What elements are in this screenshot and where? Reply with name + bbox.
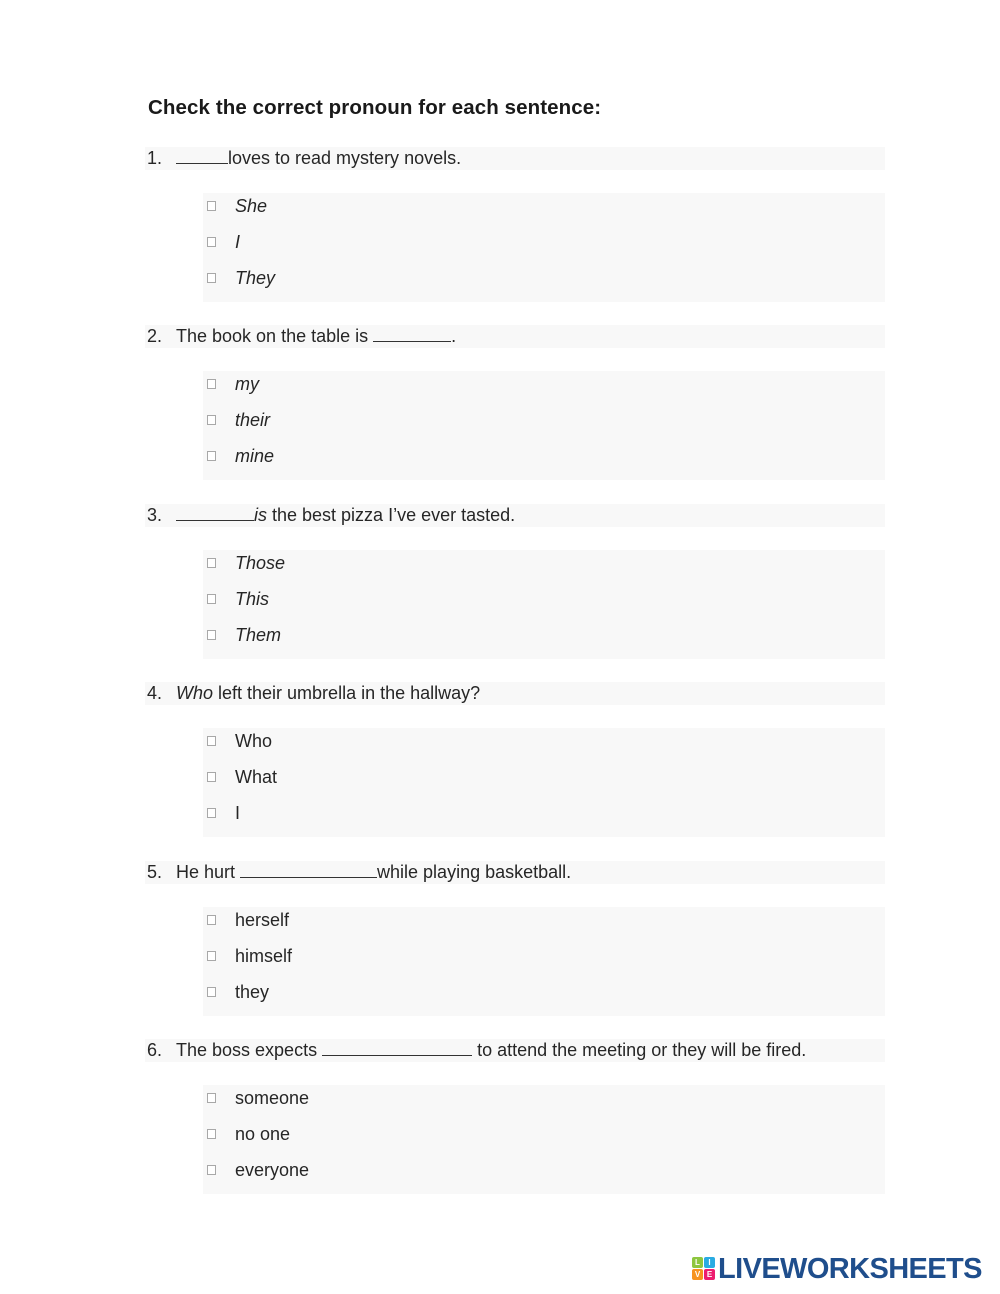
option-label: I (235, 232, 241, 252)
liveworksheets-logo (692, 1254, 992, 1284)
answer-blank (176, 505, 254, 521)
option[interactable] (203, 444, 885, 468)
checkbox[interactable] (207, 987, 216, 997)
question-3 (145, 504, 885, 527)
option-label: himself (235, 946, 293, 966)
question-number: 2. (147, 326, 163, 346)
checkbox[interactable] (207, 1129, 216, 1139)
checkbox[interactable] (207, 1093, 216, 1103)
liveworksheets-logo-icon: L I V E (692, 1257, 716, 1281)
option[interactable] (203, 908, 885, 932)
options-group-5 (203, 907, 885, 1016)
question-4 (145, 682, 885, 705)
option-label: Them (235, 625, 282, 645)
option[interactable] (203, 729, 885, 753)
option[interactable] (203, 194, 885, 218)
option[interactable] (203, 372, 885, 396)
question-text: is the best pizza I’ve ever tasted. (176, 504, 515, 527)
option-label: Who (235, 731, 273, 751)
option-label: She (235, 196, 268, 216)
checkbox[interactable] (207, 736, 216, 746)
question-5 (145, 861, 885, 884)
question-number: 4. (147, 683, 163, 703)
option[interactable] (203, 765, 885, 789)
checkbox[interactable] (207, 1165, 216, 1175)
option[interactable] (203, 1086, 885, 1110)
option-label: I (235, 803, 241, 823)
option-label: their (235, 410, 271, 430)
checkbox[interactable] (207, 415, 216, 425)
options-group-6 (203, 1085, 885, 1194)
question-number: 5. (147, 862, 163, 882)
question-text: loves to read mystery novels. (176, 147, 461, 170)
checkbox[interactable] (207, 379, 216, 389)
option-label: my (235, 374, 259, 394)
checkbox[interactable] (207, 951, 216, 961)
logo-wordmark: LIVEWORKSHEETS (718, 1253, 982, 1285)
question-text: The book on the table is . (176, 326, 457, 346)
option-label: This (235, 589, 270, 609)
options-group-3 (203, 550, 885, 659)
checkbox[interactable] (207, 201, 216, 211)
question-text: He hurt while playing basketball. (176, 862, 572, 882)
option[interactable] (203, 1158, 885, 1182)
worksheet-title: Check the correct pronoun for each sentence: (148, 96, 602, 119)
option-label: herself (235, 910, 290, 930)
question-2 (145, 325, 885, 348)
question-number: 6. (147, 1040, 163, 1060)
option-label: What (235, 767, 278, 787)
checkbox[interactable] (207, 237, 216, 247)
question-text: The boss expects to attend the meeting or they will be fired. (176, 1040, 807, 1060)
option[interactable] (203, 230, 885, 254)
option-label: mine (235, 446, 275, 466)
checkbox[interactable] (207, 630, 216, 640)
option[interactable] (203, 266, 885, 290)
option-label: no one (235, 1124, 291, 1144)
checkbox[interactable] (207, 558, 216, 568)
options-group-1 (203, 193, 885, 302)
checkbox[interactable] (207, 915, 216, 925)
answer-blank (176, 148, 228, 164)
question-number: 3. (147, 505, 163, 525)
checkbox[interactable] (207, 594, 216, 604)
question-6 (145, 1039, 885, 1062)
checkbox[interactable] (207, 772, 216, 782)
checkbox[interactable] (207, 808, 216, 818)
option-label: everyone (235, 1160, 310, 1180)
question-1 (145, 147, 885, 170)
option-label: they (235, 982, 270, 1002)
question-text: Who left their umbrella in the hallway? (176, 683, 481, 703)
option[interactable] (203, 408, 885, 432)
option-label: Those (235, 553, 286, 573)
checkbox[interactable] (207, 451, 216, 461)
answer-blank (373, 326, 451, 342)
option[interactable] (203, 801, 885, 825)
option-label: They (235, 268, 276, 288)
option[interactable] (203, 944, 885, 968)
options-group-2 (203, 371, 885, 480)
option[interactable] (203, 623, 885, 647)
answer-blank (240, 862, 377, 878)
option-label: someone (235, 1088, 310, 1108)
checkbox[interactable] (207, 273, 216, 283)
answer-blank (322, 1040, 472, 1056)
question-number: 1. (147, 148, 163, 168)
option[interactable] (203, 1122, 885, 1146)
option[interactable] (203, 551, 885, 575)
options-group-4 (203, 728, 885, 837)
option[interactable] (203, 980, 885, 1004)
option[interactable] (203, 587, 885, 611)
